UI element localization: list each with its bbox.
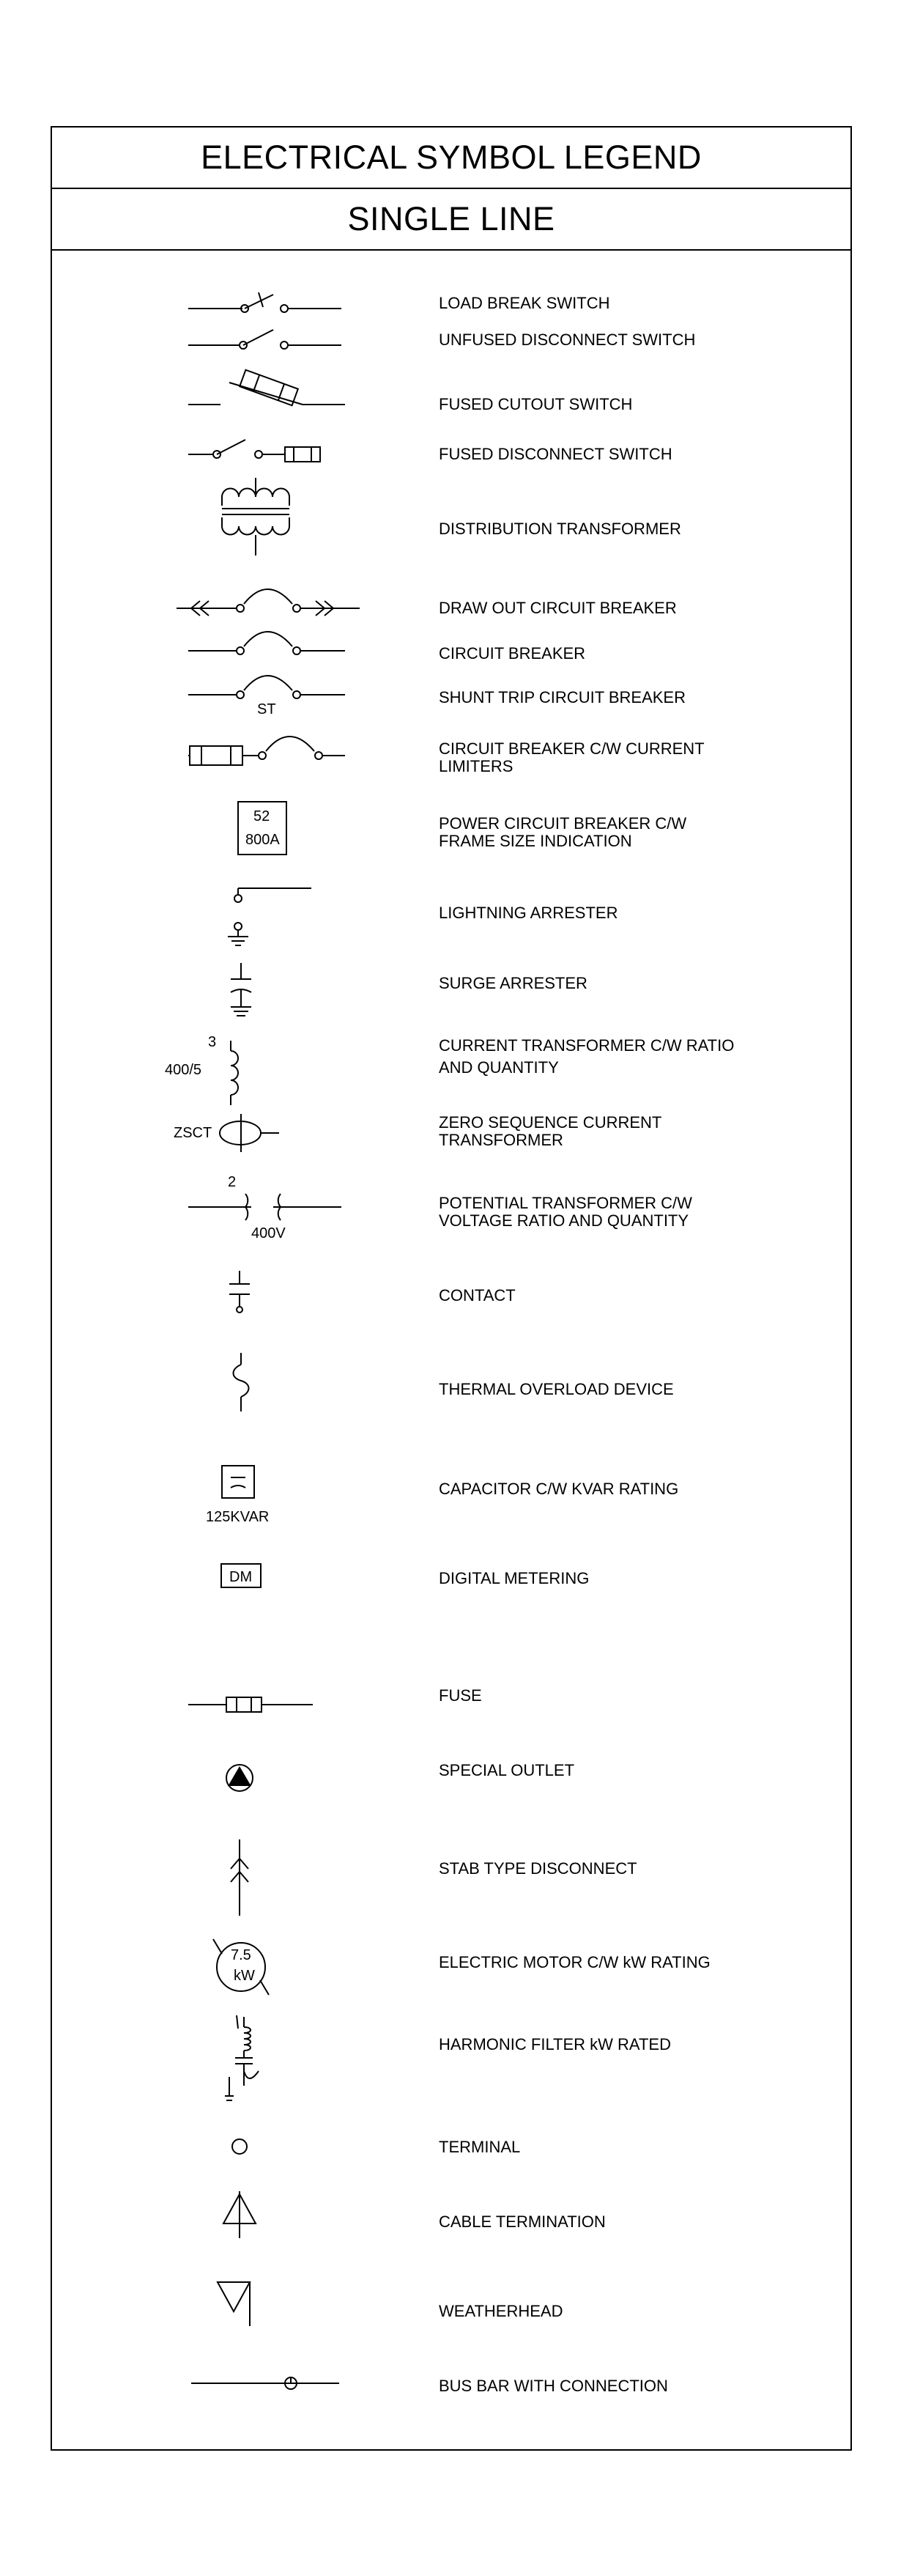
legend-item-label: LOAD BREAK SWITCH bbox=[439, 294, 610, 312]
circuit-breaker-current-limiters-icon bbox=[188, 737, 345, 765]
pt-quantity: 2 bbox=[228, 1174, 237, 1190]
legend-item-label: UNFUSED DISCONNECT SWITCH bbox=[439, 331, 696, 349]
legend-frame bbox=[51, 126, 852, 2451]
legend-item-label: LIGHTNING ARRESTER bbox=[439, 904, 618, 922]
zero-sequence-ct-icon bbox=[174, 1114, 279, 1152]
metering-code: DM bbox=[229, 1569, 253, 1585]
pt-ratio: 400V bbox=[251, 1225, 286, 1241]
contact-icon bbox=[229, 1271, 250, 1313]
legend-subtitle: SINGLE LINE bbox=[52, 189, 850, 251]
legend-item-label: STAB TYPE DISCONNECT bbox=[439, 1859, 637, 1878]
cable-termination-icon bbox=[223, 2191, 256, 2238]
ct-ratio: 400/5 bbox=[165, 1062, 202, 1078]
legend-item-label: DIGITAL METERING bbox=[439, 1569, 590, 1587]
legend-item-label: POTENTIAL TRANSFORMER C/W VOLTAGE RATIO AND QUANTITY bbox=[439, 1194, 692, 1230]
current-transformer-icon bbox=[165, 1034, 238, 1105]
breaker-frame-size: 800A bbox=[245, 832, 280, 848]
fused-disconnect-switch-icon bbox=[188, 440, 320, 462]
circuit-breaker-icon bbox=[188, 632, 345, 654]
distribution-transformer-icon bbox=[222, 478, 289, 556]
breaker-number: 52 bbox=[253, 808, 270, 824]
electric-motor-icon bbox=[213, 1939, 269, 1995]
power-circuit-breaker-icon bbox=[238, 802, 286, 855]
legend-item-label: TERMINAL bbox=[439, 2138, 521, 2156]
legend-item-label: ZERO SEQUENCE CURRENT TRANSFORMER bbox=[439, 1113, 662, 1149]
legend-item-label: SHUNT TRIP CIRCUIT BREAKER bbox=[439, 688, 686, 706]
ct-quantity: 3 bbox=[208, 1034, 217, 1050]
legend-item-label: CIRCUIT BREAKER bbox=[439, 644, 586, 663]
legend-item-label: CONTACT bbox=[439, 1286, 516, 1304]
legend-item-label: CAPACITOR C/W KVAR RATING bbox=[439, 1480, 679, 1498]
legend-title: ELECTRICAL SYMBOL LEGEND bbox=[52, 128, 850, 189]
zsct-label: ZSCT bbox=[174, 1125, 212, 1141]
legend-item-label: FUSE bbox=[439, 1686, 482, 1705]
potential-transformer-icon bbox=[188, 1174, 341, 1241]
legend-item-label: SURGE ARRESTER bbox=[439, 974, 587, 992]
legend-item-label: WEATHERHEAD bbox=[439, 2302, 563, 2320]
shunt-trip-circuit-breaker-icon bbox=[188, 676, 345, 717]
thermal-overload-icon bbox=[234, 1353, 249, 1411]
legend-item-label: HARMONIC FILTER kW RATED bbox=[439, 2035, 671, 2053]
legend-item-label: DRAW OUT CIRCUIT BREAKER bbox=[439, 599, 677, 617]
shunt-trip-code: ST bbox=[257, 701, 276, 717]
legend-item-label: ELECTRIC MOTOR C/W kW RATING bbox=[439, 1953, 711, 1971]
legend-item-label: CABLE TERMINATION bbox=[439, 2213, 606, 2231]
surge-arrester-icon bbox=[231, 963, 251, 1016]
lightning-arrester-icon bbox=[228, 888, 311, 945]
legend-item-label: BUS BAR WITH CONNECTION bbox=[439, 2377, 668, 2395]
legend-item-label: DISTRIBUTION TRANSFORMER bbox=[439, 520, 681, 538]
legend-item-label: FUSED CUTOUT SWITCH bbox=[439, 395, 633, 413]
weatherhead-icon bbox=[218, 2282, 250, 2326]
fuse-icon bbox=[188, 1697, 313, 1712]
legend-item-label: THERMAL OVERLOAD DEVICE bbox=[439, 1380, 674, 1398]
special-outlet-icon bbox=[226, 1765, 253, 1791]
terminal-icon bbox=[232, 2139, 247, 2154]
legend-item-label: FUSED DISCONNECT SWITCH bbox=[439, 445, 672, 463]
legend-item-label: POWER CIRCUIT BREAKER C/W FRAME SIZE INDICATION bbox=[439, 814, 687, 850]
fused-cutout-switch-icon bbox=[188, 370, 345, 406]
stab-disconnect-icon bbox=[231, 1839, 248, 1916]
draw-out-circuit-breaker-icon bbox=[177, 589, 360, 616]
unfused-disconnect-switch-icon bbox=[188, 330, 341, 349]
legend-item-label: CURRENT TRANSFORMER C/W RATIO AND QUANTITY bbox=[439, 1036, 735, 1077]
motor-unit: kW bbox=[234, 1968, 255, 1984]
digital-metering-icon bbox=[221, 1564, 261, 1587]
load-break-switch-icon bbox=[188, 292, 341, 312]
legend-item-label: CIRCUIT BREAKER C/W CURRENT LIMITERS bbox=[439, 739, 705, 775]
capacitor-rating: 125KVAR bbox=[206, 1509, 270, 1525]
legend-item-label: SPECIAL OUTLET bbox=[439, 1761, 575, 1779]
bus-bar-connection-icon bbox=[191, 2377, 339, 2389]
harmonic-filter-icon bbox=[225, 2015, 259, 2100]
motor-rating: 7.5 bbox=[231, 1947, 251, 1963]
capacitor-icon bbox=[206, 1466, 269, 1525]
